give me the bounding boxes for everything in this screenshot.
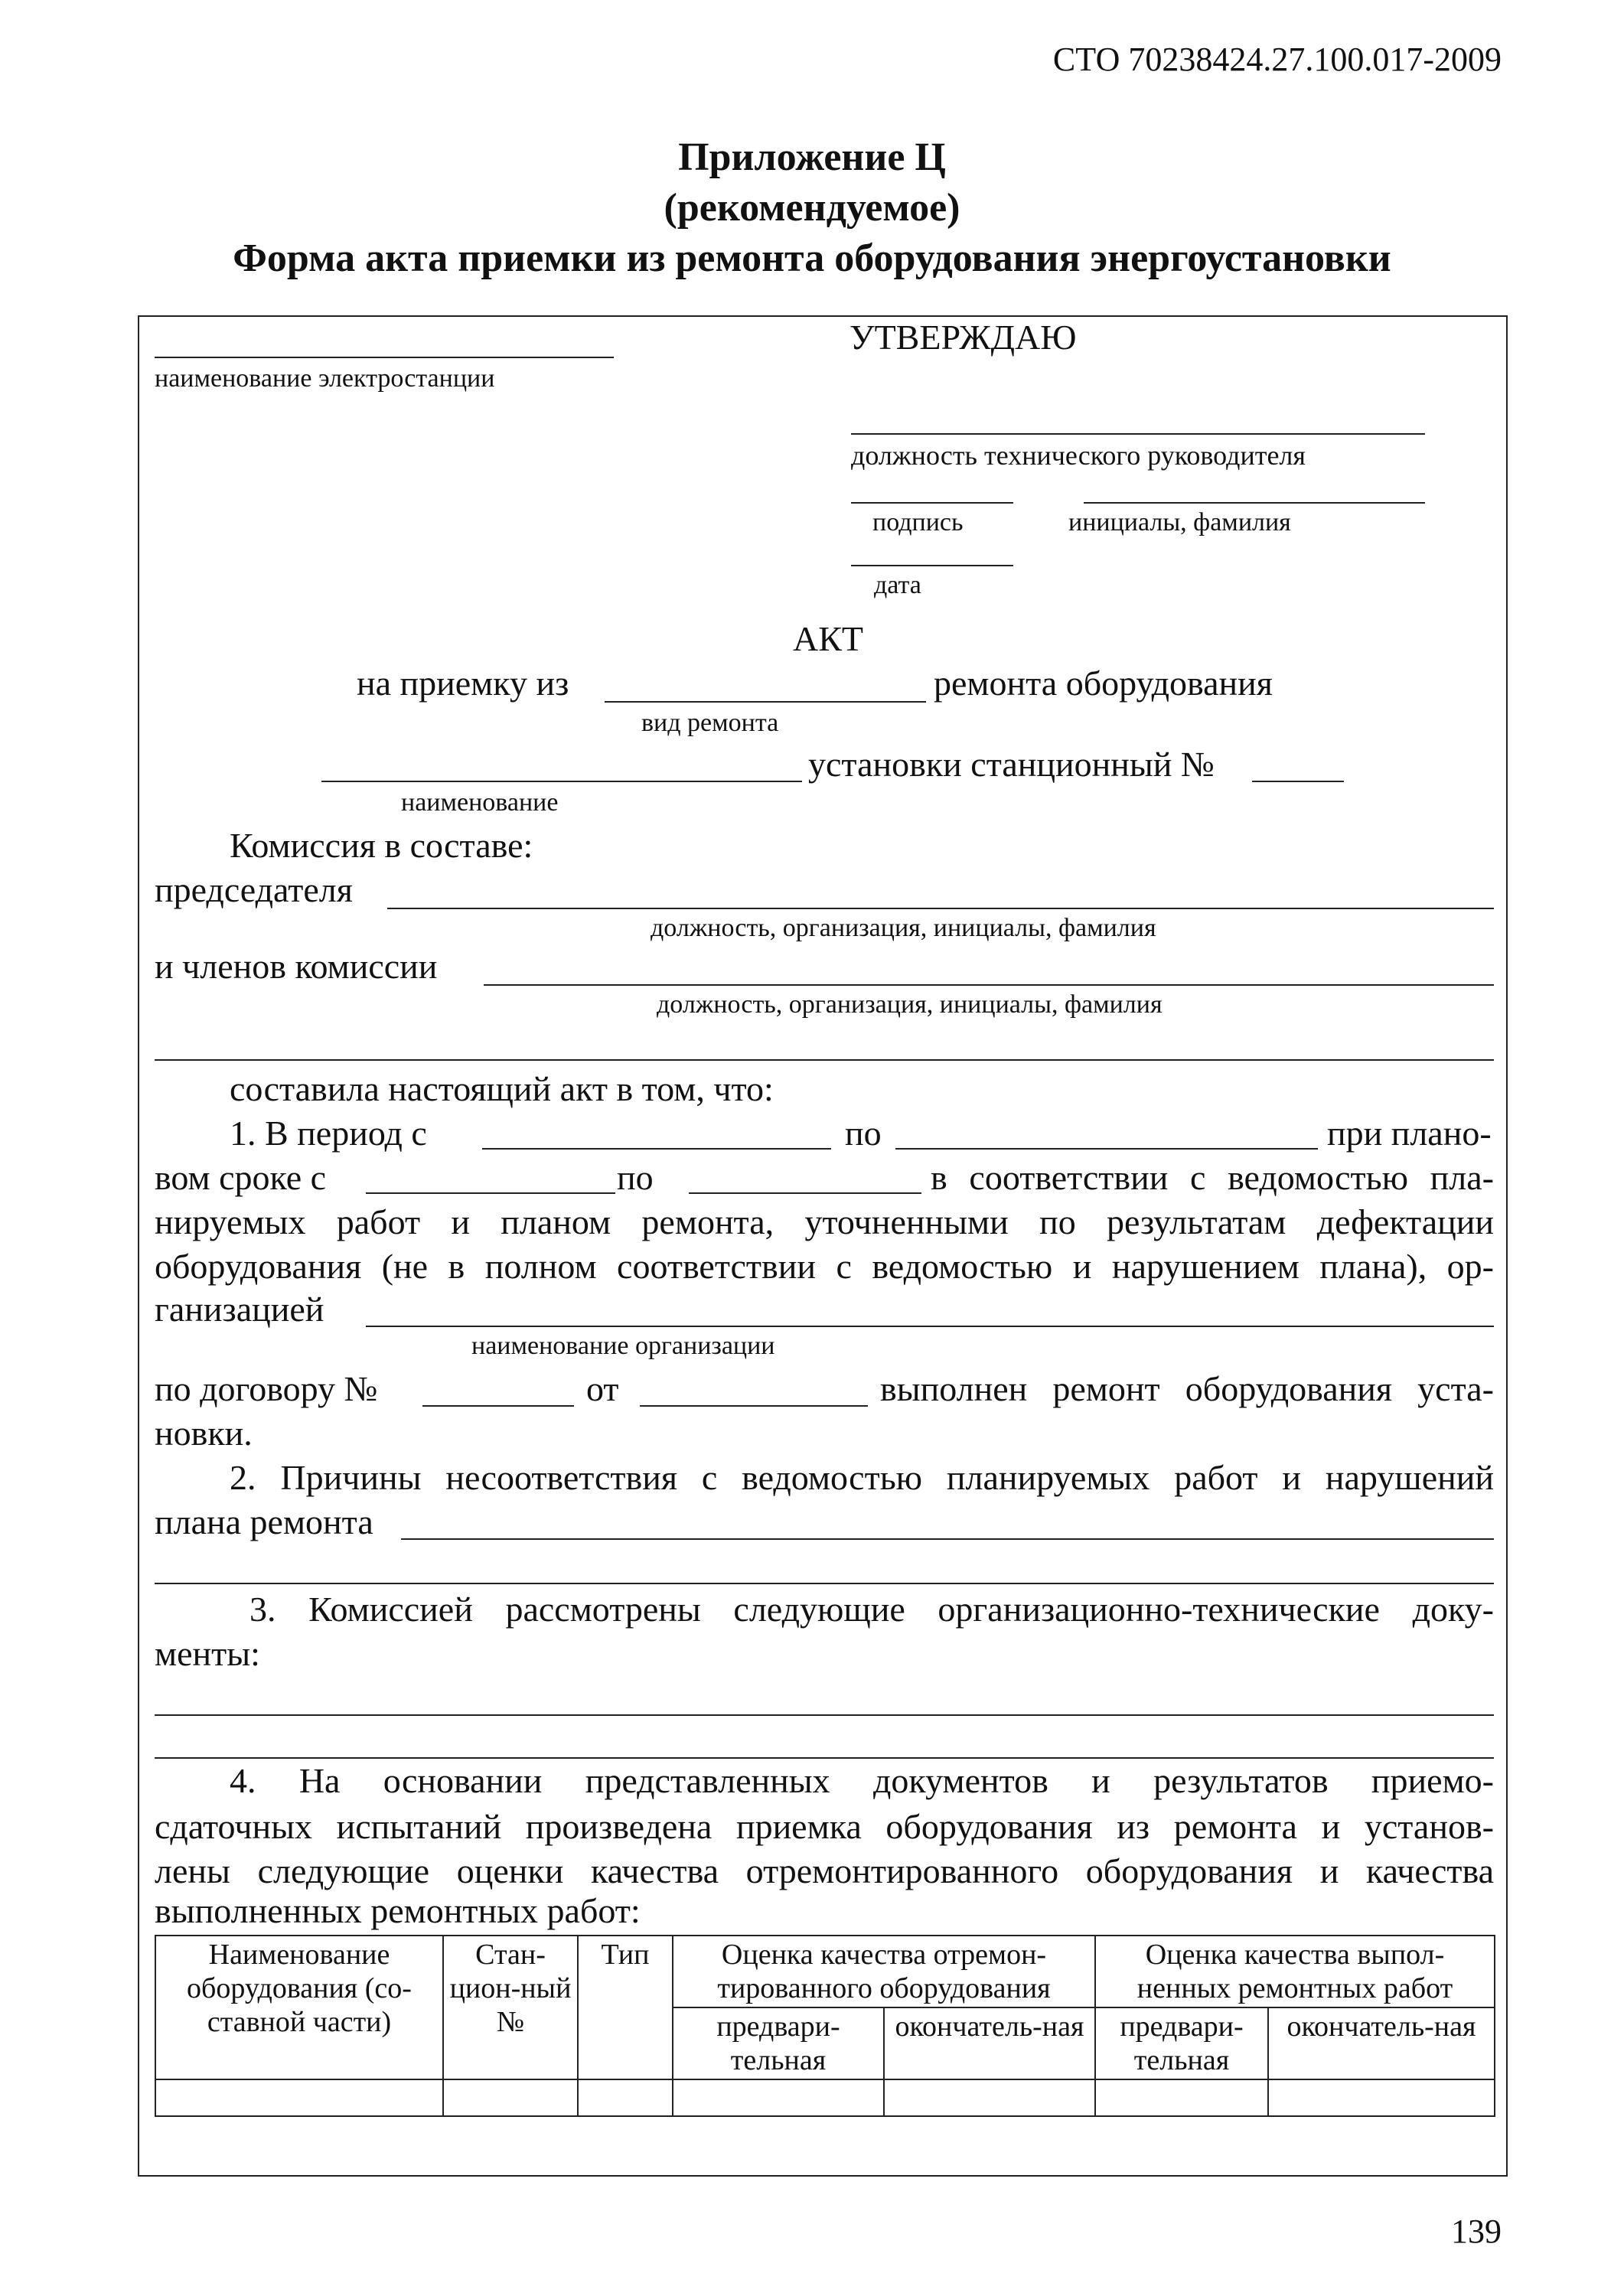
p4-line-b: сдаточных испытаний произведена приемка оборудования из ремонта и установ- <box>155 1807 1494 1846</box>
col-type: Тип <box>578 1936 673 2079</box>
sub-equipment-final: окончатель-ная <box>884 2007 1095 2079</box>
p3-line-1 <box>155 1714 1494 1716</box>
p1-term-to-line <box>689 1192 921 1194</box>
table-cell[interactable] <box>578 2079 673 2116</box>
p1-contract-number-line <box>422 1405 574 1407</box>
p1-line-g: новки. <box>155 1414 253 1453</box>
p3-line-a: 3. Комиссией рассмотрены следующие организационно-технические доку- <box>249 1590 1494 1629</box>
p1-po-label: по <box>845 1114 882 1153</box>
act-line2-suffix: установки станционный № <box>808 745 1215 784</box>
p4-line-a: 4. На основании представленных документов и результатов приемо- <box>230 1761 1494 1800</box>
p3-line-2 <box>155 1757 1494 1759</box>
signature-line <box>851 502 1013 504</box>
date-line <box>851 565 1013 566</box>
p1-org-label: ганизацией <box>155 1290 324 1329</box>
position-line <box>851 433 1425 435</box>
appendix-status: (рекомендуемое) <box>664 186 960 230</box>
table-row <box>155 2079 1495 2116</box>
org-caption: наименование организации <box>471 1332 775 1360</box>
p4-line-c: лены следующие оценки качества отремонтированного оборудования и качества <box>155 1851 1494 1890</box>
page-number: 139 <box>1451 2213 1502 2250</box>
table-cell[interactable] <box>1268 2079 1495 2116</box>
table-cell[interactable] <box>884 2079 1095 2116</box>
chairman-line <box>387 908 1494 909</box>
quality-table <box>155 1935 1495 2117</box>
form-title: Форма акта приемки из ремонта оборудования энергоустановки <box>233 236 1391 280</box>
table-cell[interactable] <box>443 2079 578 2116</box>
p1-term-label: вом сроке с <box>155 1158 327 1197</box>
members-extra-line <box>155 1059 1494 1061</box>
p1-planned-label: при плано- <box>1327 1114 1492 1153</box>
p1-period-label: 1. В период с <box>230 1114 427 1153</box>
installation-name-caption: наименование <box>401 788 559 817</box>
p2-reason-line <box>401 1538 1494 1540</box>
p3-line-b: менты: <box>155 1634 260 1673</box>
col-work-quality: Оценка качества выпол-ненных ремонтных работ <box>1095 1936 1495 2007</box>
repair-type-line <box>605 701 926 703</box>
members-caption: должность, организация, инициалы, фамилия <box>657 990 1163 1019</box>
act-line1-suffix: ремонта оборудования <box>934 664 1273 703</box>
chairman-caption: должность, организация, инициалы, фамилия <box>651 914 1156 942</box>
initials-line <box>1084 502 1425 504</box>
p1-contract-label: по договору № <box>155 1369 378 1408</box>
sub-work-preliminary: предвари-тельная <box>1095 2007 1268 2079</box>
position-caption: должность технического руководителя <box>851 440 1306 471</box>
initials-caption: инициалы, фамилия <box>1068 508 1291 536</box>
members-label: и членов комиссии <box>155 947 438 986</box>
p1-contract-date-label: от <box>586 1369 619 1408</box>
p1-line-d: оборудования (не в полном соответствии с ведомостью и нарушением плана), ор- <box>155 1247 1494 1286</box>
appendix-title: Приложение Ц <box>678 135 946 179</box>
act-heading: АКТ <box>793 619 863 658</box>
chairman-label: председателя <box>155 870 353 909</box>
p1-contract-date-line <box>640 1405 868 1407</box>
p1-org-line <box>366 1326 1494 1327</box>
p1-from-line <box>482 1148 831 1150</box>
col-equipment-name: Наименование оборудования (со-ставной части) <box>155 1936 443 2079</box>
p1-term-from-line <box>366 1192 615 1194</box>
commission-intro: Комиссия в составе: <box>230 826 533 865</box>
date-caption: дата <box>874 571 921 599</box>
installation-name-line <box>321 781 802 782</box>
station-name-caption: наименование электростанции <box>155 364 495 393</box>
document-code: СТО 70238424.27.100.017-2009 <box>1052 41 1502 78</box>
composed-text: составила настоящий акт в том, что: <box>230 1069 774 1108</box>
col-station-number: Стан-цион-ный № <box>443 1936 578 2079</box>
signature-caption: подпись <box>872 508 964 536</box>
table-cell[interactable] <box>1095 2079 1268 2116</box>
p2-line-b: плана ремонта <box>155 1502 373 1541</box>
approve-label: УТВЕРЖДАЮ <box>850 318 1077 357</box>
station-name-line <box>155 357 614 358</box>
p2-extra-line <box>155 1583 1494 1584</box>
table-cell[interactable] <box>155 2079 443 2116</box>
col-equipment-quality: Оценка качества отремон-тированного оборудования <box>673 1936 1095 2007</box>
p1-term-po-label: по <box>617 1158 654 1197</box>
station-number-line <box>1252 781 1344 782</box>
p1-line-c: нируемых работ и планом ремонта, уточненными по результатам дефектации <box>155 1202 1494 1241</box>
sub-work-final: окончатель-ная <box>1268 2007 1495 2079</box>
p1-f-rest: выполнен ремонт оборудования уста- <box>880 1369 1494 1408</box>
p1-to-line <box>895 1148 1318 1150</box>
sub-equipment-preliminary: предвари-тельная <box>673 2007 884 2079</box>
table-cell[interactable] <box>673 2079 884 2116</box>
p2-line-a: 2. Причины несоответствия с ведомостью планируемых работ и нарушений <box>230 1458 1494 1497</box>
p4-line-d: выполненных ремонтных работ: <box>155 1891 641 1930</box>
members-line <box>484 984 1494 986</box>
p1-b-rest: в соответствии с ведомостью пла- <box>931 1158 1494 1197</box>
repair-type-caption: вид ремонта <box>641 709 779 737</box>
act-line1-prefix: на приемку из <box>357 664 569 703</box>
